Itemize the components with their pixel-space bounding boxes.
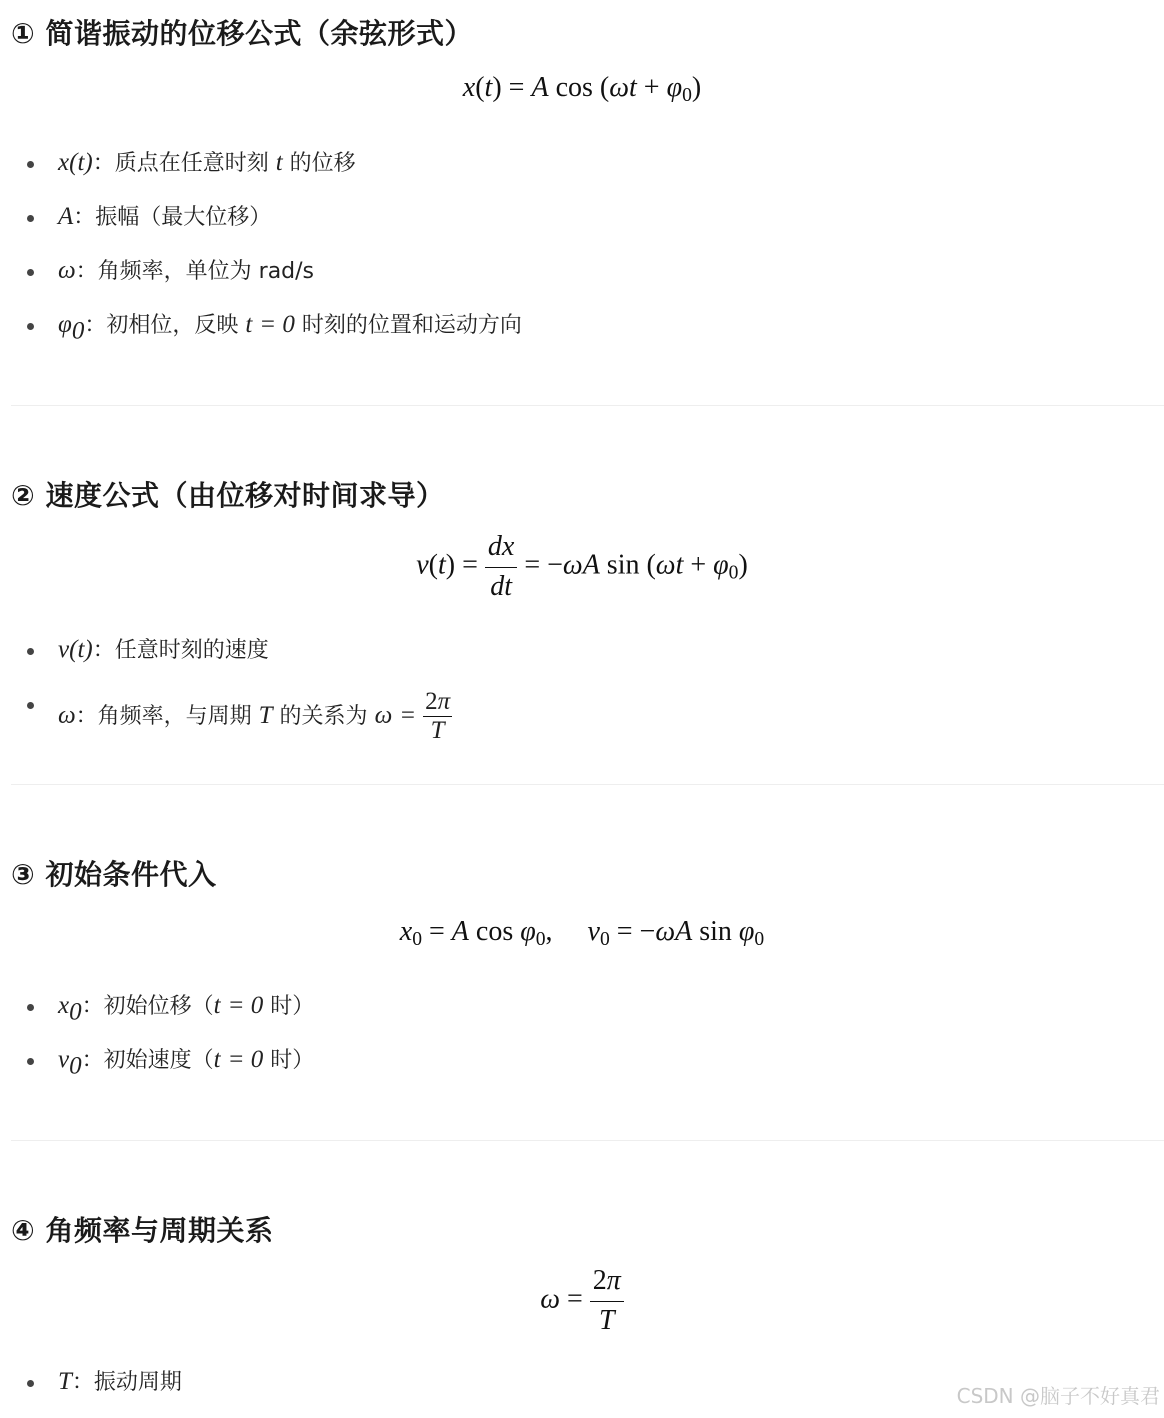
angular-frequency-formula: ω = $\frac{2\pi}{T}$ [0,1266,1164,1337]
list-item: v(t)：任意时刻的速度 [58,635,269,666]
section-1-heading: ① 简谐振动的位移公式（余弦形式） [11,17,473,50]
list-item: $\varphi_0$：初相位，反映 t = 0 时刻的位置和运动方向 [58,311,522,345]
displacement-formula: x(t) = A $\cos (\omega t + \varphi_0)$ [462,72,702,106]
list-item: $x_0$：初始位移（t = 0 时） [58,992,315,1026]
list-item: T：振动周期 [58,1367,182,1398]
list-item: x(t)：质点在任意时刻 t 的位移 [58,148,356,179]
watermark: CSDN @脑子不好真君 [956,1384,1160,1408]
divider [11,405,1164,406]
list-item: ω：角频率，单位为 rad/s [58,256,314,287]
list-item: $v_0$：初始速度（t = 0 时） [58,1046,315,1080]
initial-conditions-formula: $x_0 = A$ $\cos \varphi_0$, $v_0 = -\omega A$ $\sin \varphi_0$ [399,916,765,950]
section-3-heading: ③ 初始条件代入 [11,858,217,891]
divider [11,1140,1164,1141]
velocity-formula: v(t) = $\frac{dx}{dt}$ = −ωA $\sin (\omega t + \varphi_0)$ [416,531,748,602]
section-4-heading: ④ 角频率与周期关系 [11,1214,274,1247]
list-item: A：振幅（最大位移） [58,202,271,233]
section-2-heading: ② 速度公式（由位移对时间求导） [11,479,445,512]
divider [11,784,1164,785]
list-item: ω：角频率，与周期 T 的关系为 ω = $\frac{2\pi}{T}$ [58,688,451,745]
